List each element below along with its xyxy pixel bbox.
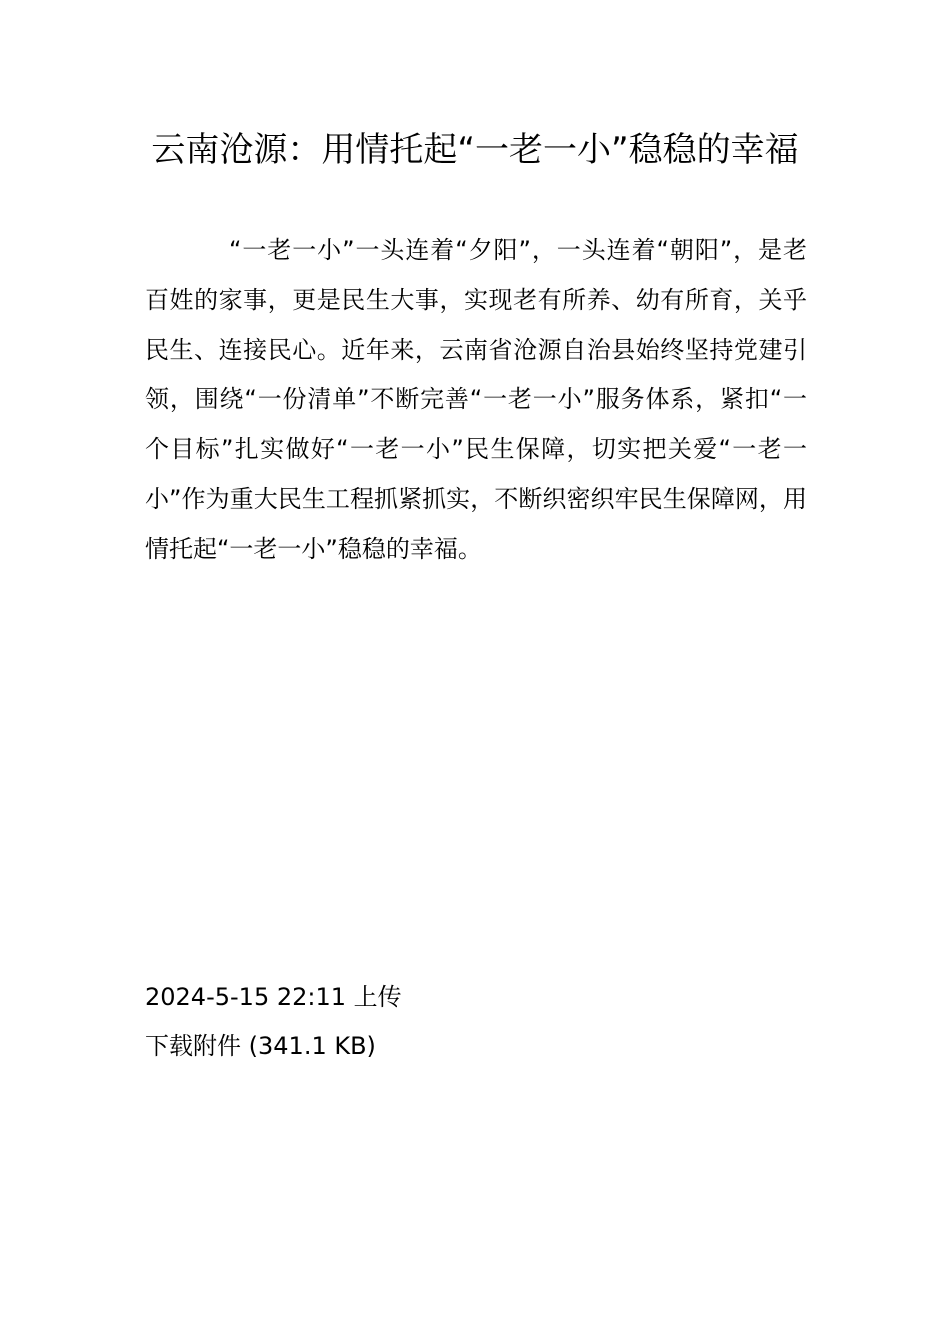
download-attachment-link[interactable]: 下载附件 (145, 1032, 241, 1060)
article-body: “一老一小”一头连着“夕阳”，一头连着“朝阳”，是老百姓的家事，更是民生大事，实现老有所养、幼有所育，关乎民生、连接民心。近年来，云南省沧源自治县始终坚持党建引领，围绕“一份清单”不断完善“一老一小”服务体系，紧扣“一个目标”扎实做好“一老一小”民生保障，切实把关爱“一老一小”作为重大民生工程抓紧抓实，不断织密织牢民生保障网，用情托起“一老一小”稳稳的幸福。 (145, 236, 807, 563)
attachment-file-size: (341.1 KB) (248, 1032, 376, 1060)
article-title: 云南沧源：用情托起“一老一小”稳稳的幸福 (151, 130, 799, 170)
upload-timestamp: 2024-5-15 22:11 上传 (145, 983, 402, 1011)
download-attachment-row (145, 1028, 805, 1064)
